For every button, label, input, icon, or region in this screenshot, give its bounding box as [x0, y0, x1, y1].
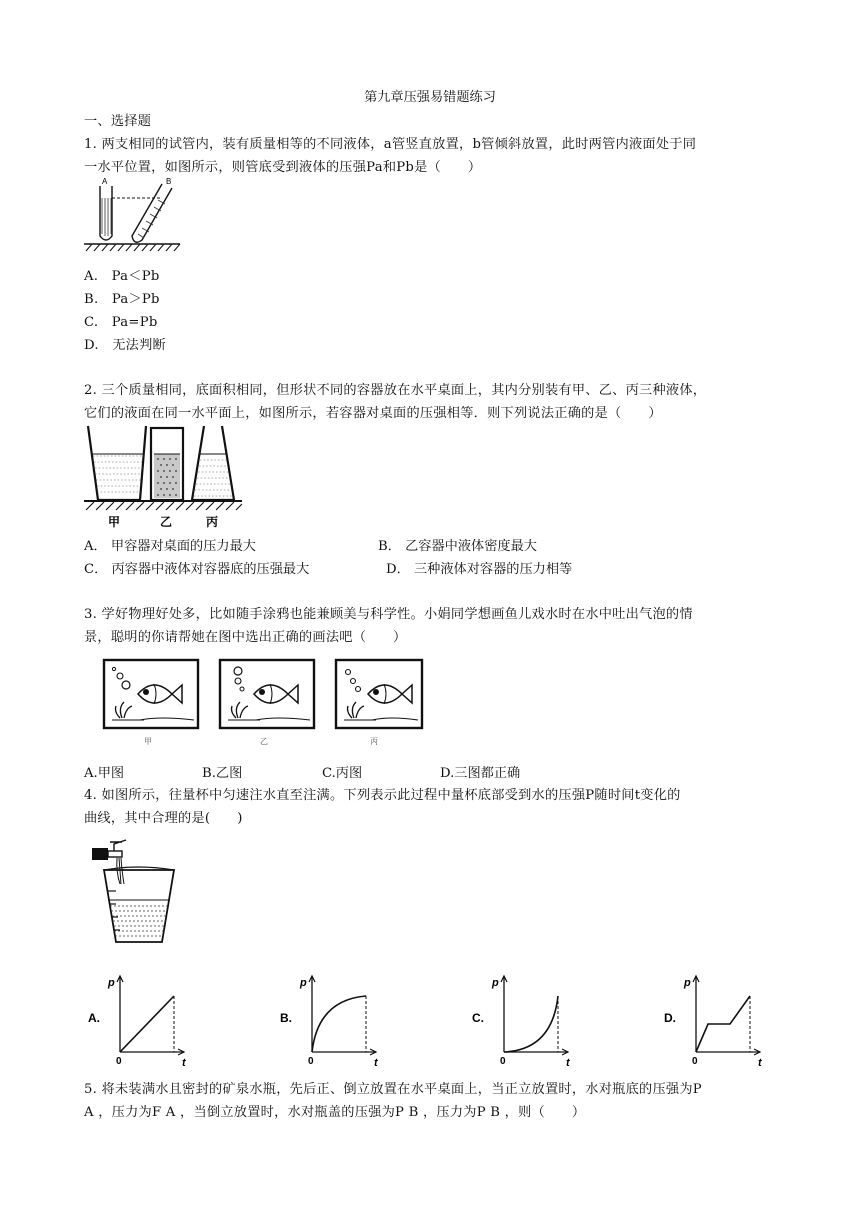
q1-option-c: C. Pa=Pb — [84, 315, 158, 330]
q1-figure-test-tubes — [82, 176, 182, 252]
q4-curve — [696, 996, 750, 1052]
q2-fig-label-yi: 乙 — [160, 515, 173, 529]
q4-origin-label: 0 — [308, 1056, 314, 1067]
q2-figure-containers — [84, 422, 244, 530]
q1-option-b: B. Pa＞Pb — [84, 292, 160, 307]
page-title: 第九章压强易错题练习 — [364, 90, 496, 105]
q3-option-a: A.甲图 — [84, 766, 125, 781]
q4-text-line2: 曲线，其中合理的是( ) — [84, 811, 243, 826]
q1-text-line1: 1. 两支相同的试管内，装有质量相等的不同液体，a管竖直放置，b管倾斜放置，此时两管内液面处于同 — [84, 137, 697, 152]
q4-graph-label: C. — [472, 1011, 484, 1025]
q3-text-line1: 3. 学好物理好处多，比如随手涂鸦也能兼顾美与科学性。小娟同学想画鱼儿戏水时在水中吐出气泡的情 — [84, 607, 693, 622]
q1-option-d: D. 无法判断 — [84, 338, 166, 353]
q4-axis-t-label: t — [374, 1057, 378, 1069]
q4-origin-label: 0 — [692, 1056, 698, 1067]
q4-curve — [312, 996, 366, 1052]
q4-curve — [504, 996, 558, 1052]
q2-fig-label-bing: 丙 — [206, 515, 219, 529]
q1-option-a: A. Pa＜Pb — [84, 269, 160, 284]
q4-curve — [120, 996, 174, 1052]
q4-axis-t-label: t — [758, 1057, 762, 1069]
q4-axis-p-label: p — [492, 977, 499, 989]
q3-option-c: C.丙图 — [322, 766, 363, 781]
q3-fig-label-yi: 乙 — [260, 737, 268, 746]
q4-graph-d — [664, 976, 763, 1069]
q2-text-line1: 2. 三个质量相同，底面积相同，但形状不同的容器放在水平桌面上，其内分别装有甲、乙、丙三种液体， — [84, 383, 707, 398]
q4-axis-t-label: t — [566, 1057, 570, 1069]
q5-text-line1: 5. 将未装满水且密封的矿泉水瓶，先后正、倒立放置在水平桌面上，当正立放置时，水对瓶底的压强为P — [84, 1082, 702, 1097]
q4-graphs — [88, 970, 788, 1069]
q4-graph-a — [88, 976, 187, 1069]
q3-tank-bing — [336, 660, 422, 746]
q2-option-b: B． 乙容器中液体密度最大 — [378, 539, 537, 554]
q3-figure-fish-tanks — [100, 656, 430, 748]
q3-text-line2: 景，聪明的你请帮她在图中选出正确的画法吧（ ） — [84, 630, 407, 645]
q4-figure-measuring-cup — [88, 836, 188, 946]
q4-axis-p-label: p — [684, 977, 691, 989]
q4-text-line1: 4. 如图所示，往量杯中匀速注水直至注满。下列表示此过程中量杯底部受到水的压强P随时间t变化的 — [84, 788, 681, 803]
q4-axis-p-label: p — [108, 977, 115, 989]
q1-fig-label-a: A — [102, 177, 108, 186]
section-heading: 一、选择题 — [84, 114, 152, 129]
q4-axis-p-label: p — [300, 977, 307, 989]
q2-fig-label-jia: 甲 — [108, 515, 121, 529]
q3-fig-label-bing: 丙 — [370, 737, 378, 746]
q4-graph-c — [472, 976, 571, 1069]
q2-option-a: A． 甲容器对桌面的压力最大 — [84, 539, 256, 554]
q3-fig-label-jia: 甲 — [144, 737, 152, 746]
q3-tank-yi — [220, 660, 314, 746]
q4-graph-label: A. — [88, 1011, 100, 1025]
q2-text-line2: 它们的液面在同一水平面上，如图所示，若容器对桌面的压强相等．则下列说法正确的是（ ） — [84, 406, 662, 421]
q2-option-c: C． 丙容器中液体对容器底的压强最大 — [84, 562, 310, 577]
q3-tank-jia — [104, 660, 198, 746]
q4-graph-label: B. — [280, 1011, 292, 1025]
q1-text-line2: 一水平位置，如图所示，则管底受到液体的压强Pa和Pb是（ ） — [84, 160, 482, 175]
q3-option-b: B.乙图 — [202, 766, 243, 781]
q4-origin-label: 0 — [116, 1056, 122, 1067]
q4-graph-label: D. — [664, 1011, 676, 1025]
q4-axis-t-label: t — [182, 1057, 186, 1069]
q4-origin-label: 0 — [500, 1056, 506, 1067]
q1-fig-label-b: B — [166, 177, 172, 186]
q4-graph-b — [280, 976, 379, 1069]
q5-text-line2: A ，压力为F A ，当倒立放置时，水对瓶盖的压强为P B ，压力为P B ，则（ ） — [84, 1105, 586, 1120]
q3-option-d: D.三图都正确 — [440, 766, 521, 781]
q2-option-d: D． 三种液体对容器的压力相等 — [386, 562, 573, 577]
